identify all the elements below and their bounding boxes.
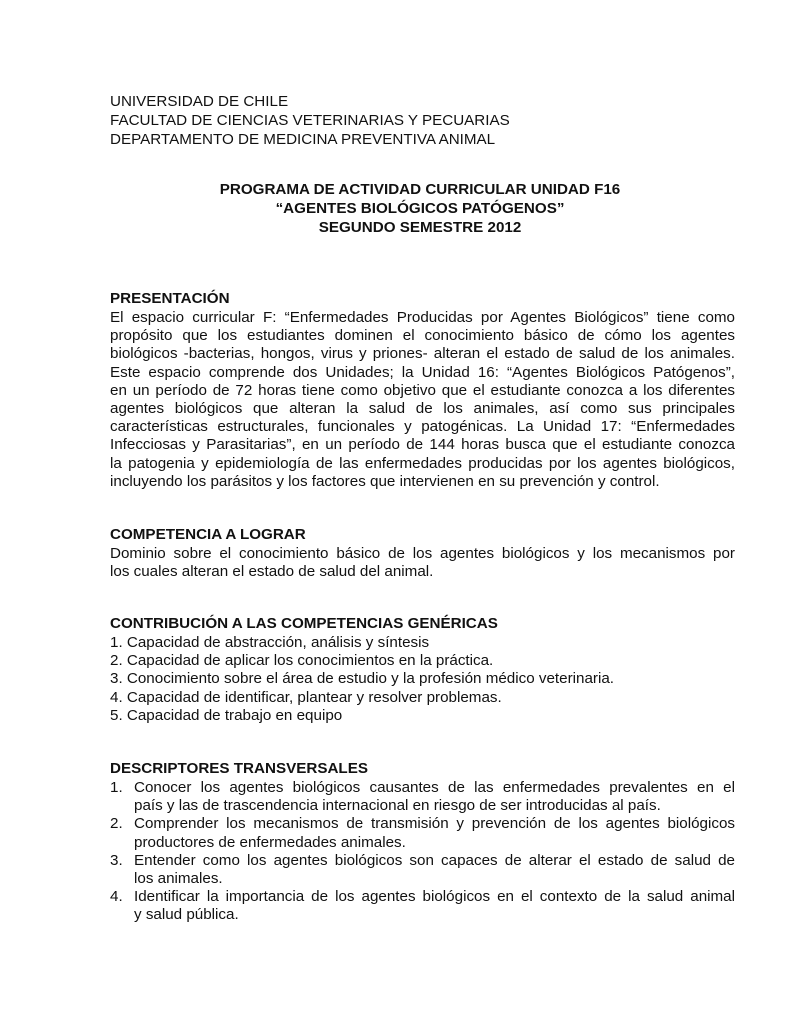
list-item-line: Comprender los mecanismos de transmisión y prevención de los agentes biológicos [134,815,735,833]
paragraph-line: biológicos -bacterias, hongos, virus y priones- alteran el estado de salud de los animales. [110,345,735,363]
section-heading: PRESENTACIÓN [110,290,230,307]
list-item-line: Entender como los agentes biológicos son capaces de alterar el estado de salud de [134,851,735,869]
section-presentacion [110,290,735,491]
program-title-line: PROGRAMA DE ACTIVIDAD CURRICULAR UNIDAD F16 [219,181,621,198]
paragraph-line: en un período de 72 horas tiene como objetivo que el estudiante conozca a los diferentes [110,381,735,399]
descriptores-list [110,779,735,925]
list-item: 4. Capacidad de identificar, plantear y resolver problemas. [110,688,502,706]
program-title-line: SEGUNDO SEMESTRE 2012 [318,219,522,236]
competencias-list [110,634,735,725]
list-item-line: productores de enfermedades animales. [134,833,406,851]
paragraph-line: Este espacio comprende dos Unidades; la Unidad 16: “Agentes Biológicos Patógenos”, [110,363,735,381]
paragraph-line: Infecciosas y Parasitarias”, en un período de 144 horas busca que el estudiante conozca [110,436,735,454]
section-competencia [110,526,735,581]
paragraph-line: la patogenia y epidemiología de las enfermedades producidas por los agentes biológicos, [110,454,735,472]
list-item: 3. Conocimiento sobre el área de estudio y la profesión médico veterinaria. [110,670,614,688]
section-heading: CONTRIBUCIÓN A LAS COMPETENCIAS GENÉRICAS [110,615,498,632]
faculty-name: FACULTAD DE CIENCIAS VETERINARIAS Y PECUARIAS [110,112,510,129]
list-item-number: 3. [110,851,123,869]
list-item-line: Identificar la importancia de los agentes biológicos en el contexto de la salud animal [134,888,735,906]
program-title [0,181,800,238]
list-item-number: 1. [110,779,123,796]
list-item-number: 4. [110,888,123,906]
list-item-line: Conocer los agentes biológicos causantes de las enfermedades prevalentes en el [134,779,735,796]
section-descriptores [110,760,735,925]
list-item-number: 2. [110,815,123,833]
section-contribucion [110,615,735,725]
paragraph-line: propósito que los estudiantes dominen el conocimiento básico de cómo los agentes [110,327,735,345]
list-item-line: y salud pública. [134,906,239,924]
program-title-line: “AGENTES BIOLÓGICOS PATÓGENOS” [275,200,565,217]
list-item [110,815,735,851]
paragraph-line: El espacio curricular F: “Enfermedades Producidas por Agentes Biológicos” tiene como [110,309,735,326]
list-item [110,888,735,924]
section-heading: COMPETENCIA A LOGRAR [110,526,306,543]
paragraph-line: características estructurales, funcionales y patogénicas. La Unidad 17: “Enfermedades [110,418,735,436]
section-paragraph [110,309,735,491]
list-item: 1. Capacidad de abstracción, análisis y síntesis [110,634,430,651]
list-item-line: país y las de trascendencia internacional en riesgo de ser introducidas al país. [134,797,661,815]
department-name: DEPARTAMENTO DE MEDICINA PREVENTIVA ANIMAL [110,131,496,148]
list-item: 2. Capacidad de aplicar los conocimientos en la práctica. [110,652,494,670]
university-name: UNIVERSIDAD DE CHILE [110,93,289,110]
paragraph-line: los cuales alteran el estado de salud del animal. [110,563,434,581]
section-paragraph [110,545,735,581]
list-item [110,852,735,888]
list-item [110,779,735,815]
list-item-line: los animales. [134,869,223,887]
paragraph-line: agentes biológicos que alteran la salud de los animales, así como sus principales [110,399,735,417]
section-heading: DESCRIPTORES TRANSVERSALES [110,760,368,777]
paragraph-line: Dominio sobre el conocimiento básico de los agentes biológicos y los mecanismos por [110,545,735,562]
institution-header [110,93,510,150]
list-item: 5. Capacidad de trabajo en equipo [110,706,343,724]
paragraph-line: incluyendo los parásitos y los factores que intervienen en su prevención y control. [110,472,660,490]
